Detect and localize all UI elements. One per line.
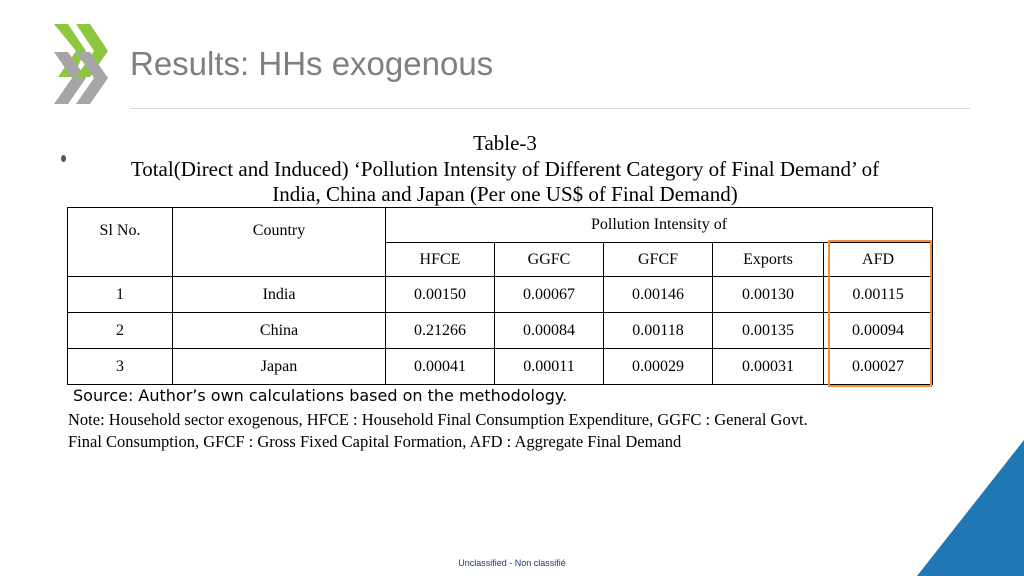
afd-highlight-box	[828, 240, 932, 387]
corner-decoration	[905, 440, 1024, 576]
cell-ggfc: 0.00084	[495, 313, 604, 349]
cell-country: China	[173, 313, 386, 349]
header-afd: AFD	[824, 243, 933, 277]
table-row	[68, 349, 933, 385]
cell-ggfc: 0.00067	[495, 277, 604, 313]
cell-afd: 0.00115	[824, 277, 933, 313]
table-row	[68, 313, 933, 349]
cell-ggfc: 0.00011	[495, 349, 604, 385]
abbreviation-note	[68, 409, 968, 453]
cell-country: Japan	[173, 349, 386, 385]
cell-afd: 0.00094	[824, 313, 933, 349]
header-ggfc: GGFC	[495, 243, 604, 277]
cell-exports: 0.00130	[713, 277, 824, 313]
cell-gfcf: 0.00029	[604, 349, 713, 385]
slide-title: Results: HHs exogenous	[130, 45, 494, 82]
header-hfce: HFCE	[386, 243, 495, 277]
header-exports: Exports	[713, 243, 824, 277]
pollution-intensity-table	[67, 207, 933, 385]
title-divider	[130, 108, 970, 109]
cell-hfce: 0.00150	[386, 277, 495, 313]
header-pollution-intensity: Pollution Intensity of	[386, 208, 933, 243]
cell-sl: 3	[68, 349, 173, 385]
cell-country: India	[173, 277, 386, 313]
source-note: Source: Author’s own calculations based on the methodology.	[73, 386, 568, 405]
table-caption-subtitle: India, China and Japan (Per one US$ of Final Demand)	[272, 182, 738, 206]
bullet-dot	[61, 155, 66, 162]
table-row	[68, 277, 933, 313]
note-line-1: Note: Household sector exogenous, HFCE : Household Final Consumption Expenditure, GGFC : General Govt.	[68, 410, 808, 429]
table-caption-title: Total(Direct and Induced) ‘Pollution Intensity of Different Category of Final Demand’ of	[130, 157, 880, 181]
oecd-logo-icon	[54, 24, 110, 106]
cell-hfce: 0.21266	[386, 313, 495, 349]
cell-afd: 0.00027	[824, 349, 933, 385]
cell-gfcf: 0.00146	[604, 277, 713, 313]
header-gfcf: GFCF	[604, 243, 713, 277]
note-line-2: Final Consumption, GFCF : Gross Fixed Capital Formation, AFD : Aggregate Final Demand	[68, 432, 682, 451]
cell-gfcf: 0.00118	[604, 313, 713, 349]
cell-exports: 0.00135	[713, 313, 824, 349]
cell-sl: 1	[68, 277, 173, 313]
classification-footer: Unclassified - Non classifié	[458, 558, 566, 568]
table-caption-number: Table-3	[473, 131, 537, 155]
header-country: Country	[173, 208, 386, 277]
cell-exports: 0.00031	[713, 349, 824, 385]
cell-sl: 2	[68, 313, 173, 349]
header-sl-no: Sl No.	[68, 208, 173, 277]
cell-hfce: 0.00041	[386, 349, 495, 385]
